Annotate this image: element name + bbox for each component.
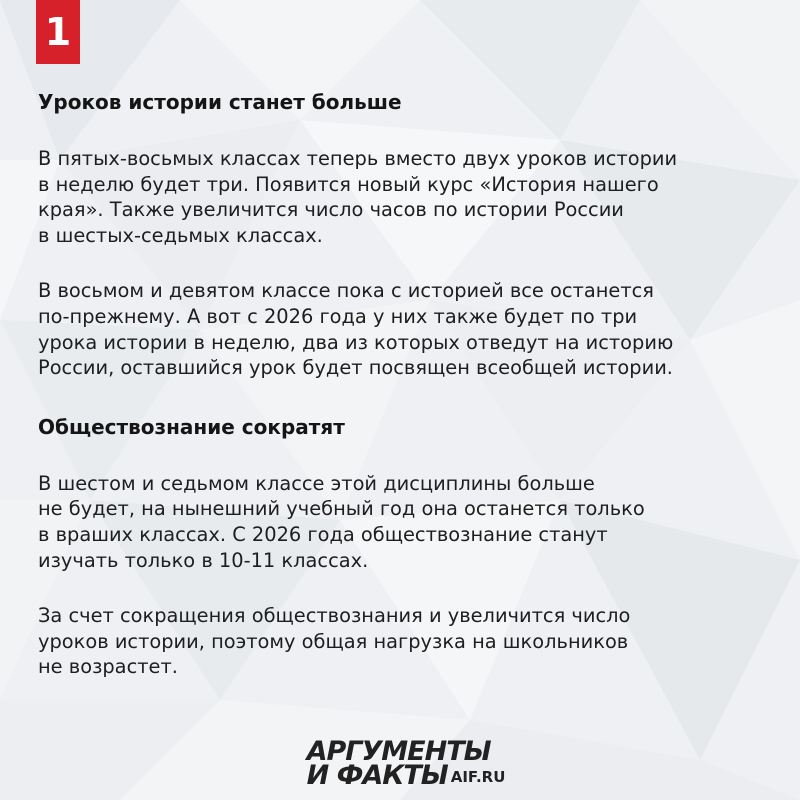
section-heading-history: Уроков истории станет больше [38, 90, 402, 114]
paragraph-social-studies-2: За счет сокращения обществознания и увеличится число уроков истории, поэтому общая нагрузка на школьников не возрастет. [38, 604, 631, 679]
paragraph-social-studies-1: В шестом и седьмом классе этой дисциплины больше не будет, на нынешний учебный год она останется только в враших классах. С 2026 года обществознание станут изучать только в 10-11 классах. [38, 471, 645, 572]
logo-line-1: АРГУМЕНТЫ [306, 736, 491, 767]
article-body [38, 88, 778, 680]
logo-line-2: И ФАКТЫ AIF.RU [306, 760, 506, 791]
logo-site: AIF.RU [450, 768, 506, 786]
paragraph-history-1: В пятых-восьмых классах теперь вместо двух уроков истории в неделю будет три. Появится новый курс «История нашего края». Также увеличится число часов по истории России в шестых-седьмых классах. [38, 147, 678, 247]
section-heading-social-studies: Обществознание сократят [38, 414, 345, 439]
paragraph-history-2: В восьмом и девятом классе пока с историей все останется по-прежнему. А вот с 2026 года у них также будет по три урока истории в неделю, два из которых отведут на историю России, оставшийся урок будет посвящен всеобщей истории. [38, 279, 674, 380]
aif-logo [0, 736, 800, 791]
slide-number-badge: 1 [36, 0, 80, 64]
